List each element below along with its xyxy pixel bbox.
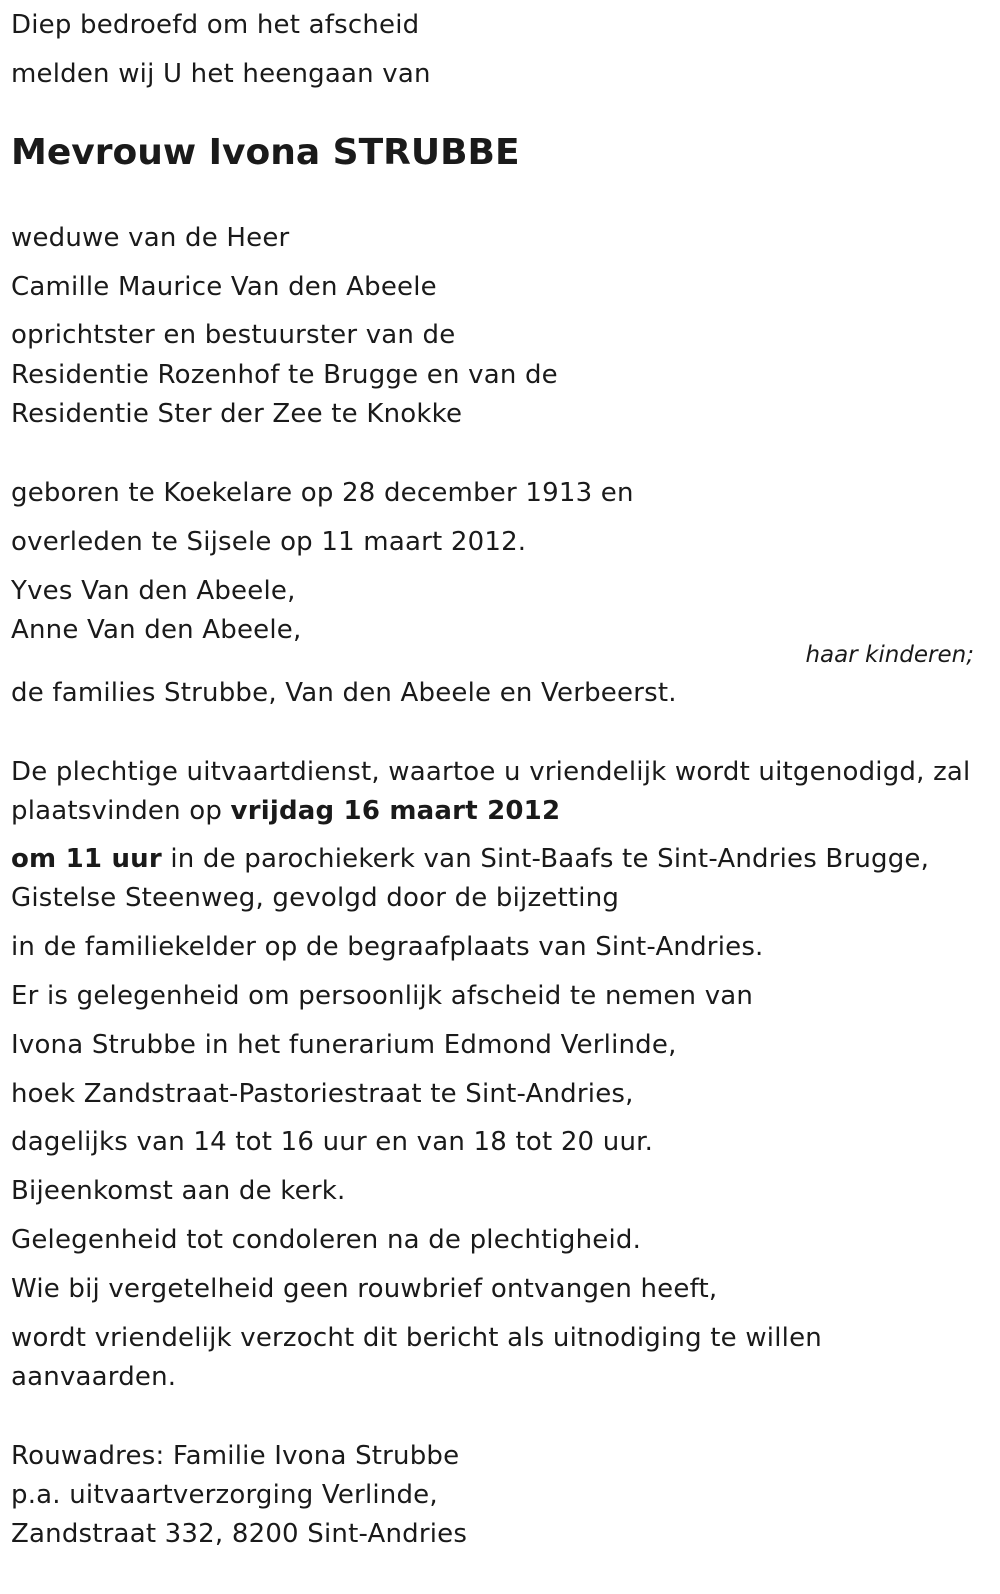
widow-line-2: Camille Maurice Van den Abeele	[11, 272, 437, 302]
child-2: Anne Van den Abeele,	[11, 615, 302, 645]
service-time: om 11 uur	[11, 844, 162, 874]
founder-line-1: oprichtster en bestuurster van de	[11, 320, 456, 350]
invite-line-3: aanvaarden.	[11, 1362, 177, 1392]
farewell-line-1: Er is gelegenheid om persoonlijk afscheid te nemen van	[11, 981, 754, 1011]
service-line-4: Gistelse Steenweg, gevolgd door de bijzetting	[11, 883, 620, 913]
child-1: Yves Van den Abeele,	[11, 576, 296, 606]
service-line-3	[11, 843, 929, 875]
farewell-line-2: Ivona Strubbe in het funerarium Edmond Verlinde,	[11, 1030, 677, 1060]
address-line-2: p.a. uitvaartverzorging Verlinde,	[11, 1480, 438, 1510]
born-line: geboren te Koekelare op 28 december 1913 en	[11, 478, 634, 508]
service-date-prefix: plaatsvinden op	[11, 796, 231, 826]
service-date: vrijdag 16 maart 2012	[230, 796, 561, 826]
service-line-1: De plechtige uitvaartdienst, waartoe u vriendelijk wordt uitgenodigd, zal	[11, 757, 971, 787]
founder-line-2: Residentie Rozenhof te Brugge en van de	[11, 360, 558, 390]
intro-line-2: melden wij U het heengaan van	[11, 59, 431, 89]
invite-line-2: wordt vriendelijk verzocht dit bericht als uitnodiging te willen	[11, 1323, 822, 1353]
died-line: overleden te Sijsele op 11 maart 2012.	[11, 527, 527, 557]
families-line: de families Strubbe, Van den Abeele en Verbeerst.	[11, 678, 677, 708]
gathering-note: Bijeenkomst aan de kerk.	[11, 1176, 346, 1206]
farewell-line-4: dagelijks van 14 tot 16 uur en van 18 tot 20 uur.	[11, 1127, 654, 1157]
intro-line-1: Diep bedroefd om het afscheid	[11, 10, 420, 40]
invite-line-1: Wie bij vergetelheid geen rouwbrief ontvangen heeft,	[11, 1274, 718, 1304]
founder-line-3: Residentie Ster der Zee te Knokke	[11, 399, 463, 429]
farewell-line-3: hoek Zandstraat-Pastoriestraat te Sint-Andries,	[11, 1079, 634, 1109]
service-line-5: in de familiekelder op de begraafplaats van Sint-Andries.	[11, 932, 764, 962]
service-line-2	[11, 795, 560, 827]
service-location: in de parochiekerk van Sint-Baafs te Sint-Andries Brugge,	[161, 844, 930, 874]
children-role: haar kinderen;	[805, 642, 974, 668]
condolences-note: Gelegenheid tot condoleren na de plechtigheid.	[11, 1225, 642, 1255]
deceased-name: Mevrouw Ivona STRUBBE	[11, 132, 520, 173]
widow-line-1: weduwe van de Heer	[11, 223, 290, 253]
address-line-3: Zandstraat 332, 8200 Sint-Andries	[11, 1519, 468, 1549]
address-line-1: Rouwadres: Familie Ivona Strubbe	[11, 1441, 460, 1471]
